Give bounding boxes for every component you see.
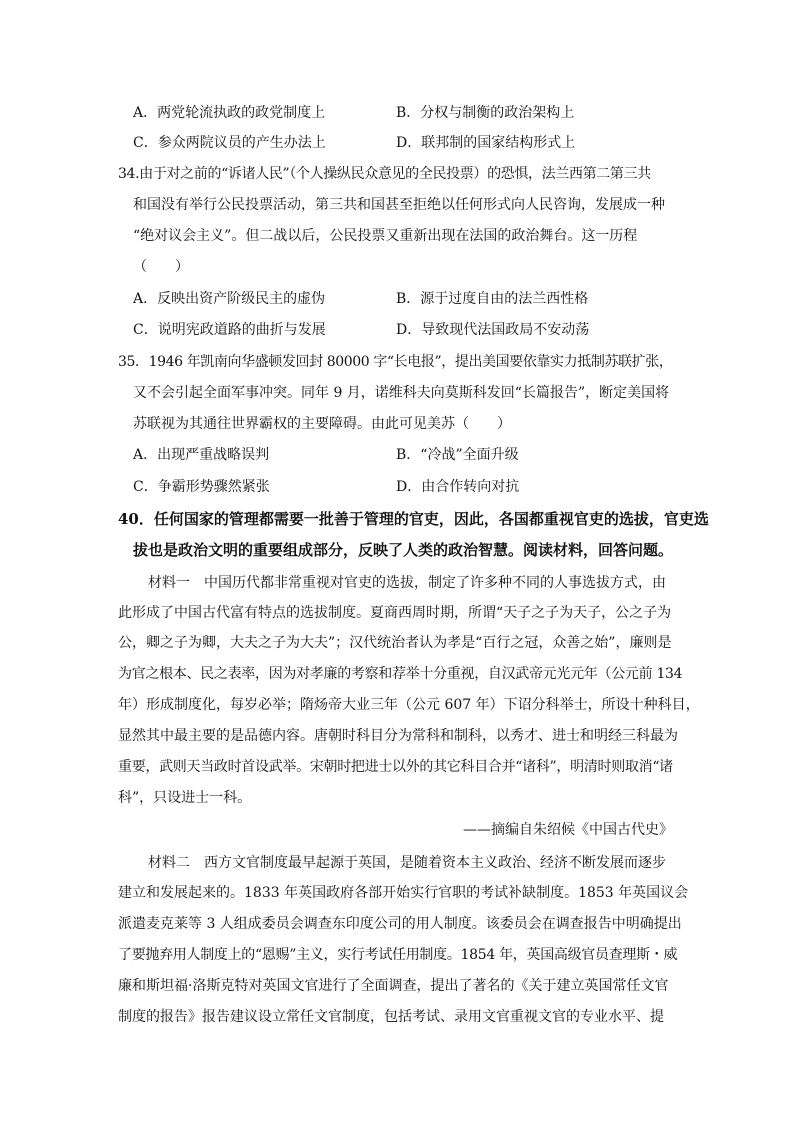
material-1-line: 重要，武则天当政时首设武举。宋朝时把进士以外的其它科目合并“诸科”，明清时则取消“诸: [118, 759, 673, 775]
question-40-stem-line: 40．任何国家的管理都需要一批善于管理的官吏，因此，各国都重视官吏的选拔，官吏选: [118, 510, 709, 528]
material-2-line: 廉和斯坦福·洛斯克特对英国文官进行了全面调查，提出了著名的《关于建立英国常任文官: [118, 978, 669, 994]
option-d: D．由合作转向对抗: [396, 479, 520, 495]
option-a: A．两党轮流执政的政党制度上: [133, 105, 326, 121]
material-2-line: 材料二 西方文官制度最早起源于英国，是随着资本主义政治、经济不断发展而逐步: [148, 855, 666, 871]
material-1-line: 年）形成制度化，每岁必举；隋炀帝大业三年（公元 607 年）下诏分科举士，所设十种科目，: [118, 697, 700, 713]
question-34-stem-line: 和国没有举行公民投票活动，第三共和国甚至拒绝以任何形式向人民咨询，发展成一种: [133, 197, 665, 213]
material-1-line: 显然其中最主要的是品德内容。唐朝时科目分为常科和制科，以秀才、进士和明经三科最为: [118, 728, 678, 744]
material-1-line: 公，卿之子为卿，大夫之子为大夫”；汉代统治者认为孝是“百行之冠，众善之始”，廉则是: [118, 635, 672, 651]
material-2-line: 制度的报告》报告建议设立常任文官制度，包括考试、录用文官重视文官的专业水平、提: [118, 1009, 664, 1025]
question-35-stem-line: 苏联视为其通往世界霸权的主要障碍。由此可见美苏（ ）: [133, 416, 511, 432]
material-1-line: 科”，只设进士一科。: [118, 790, 252, 806]
material-1-line: 材料一 中国历代都非常重视对官吏的选拔，制定了许多种不同的人事选拔方式，由: [148, 575, 666, 591]
material-2-line: 派遣麦克莱等 3 人组成委员会调查东印度公司的用人制度。该委员会在调查报告中明确提出: [118, 916, 682, 932]
material-1-source: ——摘编自朱绍候《中国古代史》: [463, 822, 673, 838]
option-d: D．联邦制的国家结构形式上: [396, 135, 576, 151]
question-35-stem-line: 35．1946 年凯南向华盛顿发回封 80000 字“长电报”，提出美国要依靠实力抵制苏联扩张，: [118, 354, 673, 370]
question-40-stem-line: 拔也是政治文明的重要组成部分，反映了人类的政治智慧。阅读材料，回答问题。: [133, 541, 674, 559]
option-c: C．争霸形势骤然紧张: [133, 479, 270, 495]
question-34-stem-line: 34.由于对之前的“诉诸人民”（个人操纵民众意见的全民投票）的恐惧，法兰西第二第三共: [118, 166, 651, 182]
option-b: B．“冷战”全面升级: [396, 447, 519, 463]
option-a: A．出现严重战略误判: [133, 447, 270, 463]
option-c: C．说明宪政道路的曲折与发展: [133, 322, 326, 338]
question-35-stem-line: 又不会引起全面军事冲突。同年 9 月，诺维科夫向莫斯科发回“长篇报告”，断定美国将: [133, 385, 670, 401]
option-c: C．参众两院议员的产生办法上: [133, 135, 326, 151]
material-1-line: 为官之根本、民之表率，因为对孝廉的考察和荐举十分重视，自汉武帝元光元年（公元前 134: [118, 666, 683, 682]
option-a: A．反映出资产阶级民主的虚伪: [133, 291, 326, 307]
question-34-stem-line: “绝对议会主义”。但二战以后，公民投票又重新出现在法国的政治舞台。这一历程: [133, 228, 638, 244]
option-d: D．导致现代法国政局不安动荡: [396, 322, 590, 338]
option-b: B．分权与制衡的政治架构上: [396, 105, 575, 121]
option-b: B．源于过度自由的法兰西性格: [396, 291, 589, 307]
material-2-line: 了要抛弃用人制度上的“恩赐”主义，实行考试任用制度。1854 年，英国高级官员查理斯・威: [118, 947, 678, 963]
material-2-line: 建立和发展起来的。1833 年英国政府各部开始实行官职的考试补缺制度。1853 年英国议会: [118, 885, 689, 901]
material-1-line: 此形成了中国古代富有特点的选拔制度。夏商西周时期，所谓“天子之子为天子，公之子为: [118, 605, 672, 621]
question-34-answer-blank: （ ）: [133, 259, 189, 275]
